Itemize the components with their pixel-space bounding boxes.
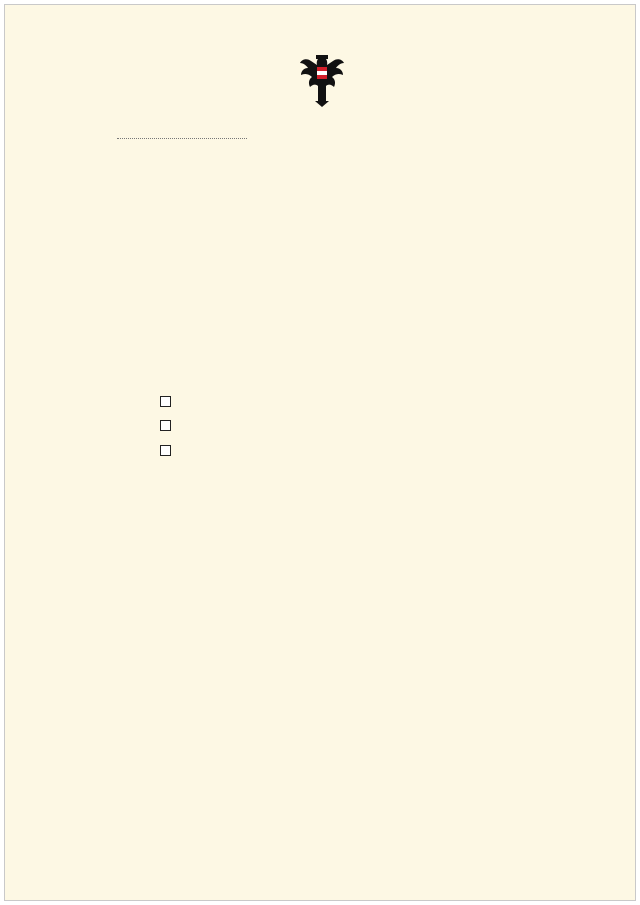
option-abs-3[interactable] (160, 420, 173, 434)
checkbox-abs-3[interactable] (160, 420, 171, 431)
certificate-document (4, 4, 636, 901)
option-abs-4-5[interactable] (160, 445, 173, 459)
zahl-field-line (117, 138, 247, 139)
austrian-eagle-icon (297, 49, 347, 109)
checkbox-abs-1[interactable] (160, 396, 171, 407)
checkbox-abs-4-5[interactable] (160, 445, 171, 456)
guilloche-background (5, 5, 635, 900)
option-abs-1[interactable] (160, 396, 173, 410)
